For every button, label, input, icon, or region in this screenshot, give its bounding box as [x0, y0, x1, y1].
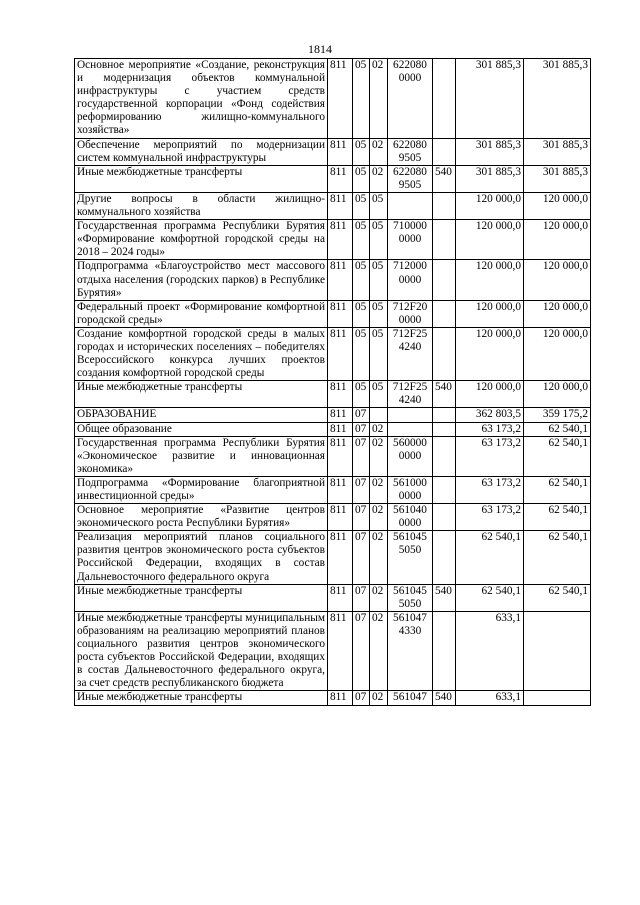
row-subsection-code: 02 [370, 691, 388, 705]
row-ministry-code: 811 [328, 422, 353, 436]
row-amount-year1: 63 173,2 [456, 422, 524, 436]
table-row [75, 165, 591, 192]
row-section-code: 05 [353, 300, 370, 327]
row-ministry-code: 811 [328, 300, 353, 327]
table-row [75, 584, 591, 611]
row-amount-year2: 120 000,0 [524, 300, 591, 327]
row-target-article: 561047 [388, 691, 433, 705]
row-name: Создание комфортной городской среды в малых городах и исторических поселениях – победителях Всероссийского конкурса лучших проектов создания комфортной городской среды [75, 327, 328, 380]
row-amount-year1: 633,1 [456, 691, 524, 705]
row-name: Иные межбюджетные трансферты [75, 165, 328, 192]
table-row [75, 260, 591, 300]
row-subsection-code: 02 [370, 504, 388, 531]
row-subsection-code: 05 [370, 381, 388, 408]
row-amount-year1: 301 885,3 [456, 165, 524, 192]
row-ministry-code: 811 [328, 611, 353, 691]
row-subsection-code: 05 [370, 220, 388, 260]
row-target-article: 560000 0000 [388, 436, 433, 476]
row-ministry-code: 811 [328, 691, 353, 705]
row-subsection-code: 05 [370, 192, 388, 219]
row-amount-year2: 120 000,0 [524, 260, 591, 300]
row-ministry-code: 811 [328, 584, 353, 611]
row-amount-year2: 301 885,3 [524, 138, 591, 165]
row-section-code: 05 [353, 192, 370, 219]
row-section-code: 07 [353, 691, 370, 705]
row-name: Подпрограмма «Благоустройство мест массового отдыха населения (городских парков) в Республике Бурятия» [75, 260, 328, 300]
row-expense-type [433, 59, 456, 139]
table-row [75, 611, 591, 691]
table-row [75, 436, 591, 476]
row-amount-year2: 62 540,1 [524, 436, 591, 476]
row-amount-year1: 301 885,3 [456, 59, 524, 139]
row-subsection-code: 05 [370, 300, 388, 327]
row-amount-year1: 62 540,1 [456, 584, 524, 611]
row-amount-year2 [524, 691, 591, 705]
row-ministry-code: 811 [328, 327, 353, 380]
budget-table [74, 58, 591, 706]
row-ministry-code: 811 [328, 59, 353, 139]
row-amount-year1: 120 000,0 [456, 300, 524, 327]
row-ministry-code: 811 [328, 165, 353, 192]
row-expense-type: 540 [433, 165, 456, 192]
row-target-article: 622080 9505 [388, 165, 433, 192]
row-amount-year1: 63 173,2 [456, 476, 524, 503]
row-section-code: 05 [353, 165, 370, 192]
table-row [75, 300, 591, 327]
row-target-article: 561040 0000 [388, 504, 433, 531]
row-amount-year1: 362 803,5 [456, 408, 524, 422]
row-amount-year1: 120 000,0 [456, 220, 524, 260]
row-amount-year1: 120 000,0 [456, 327, 524, 380]
row-expense-type: 540 [433, 381, 456, 408]
row-name: Федеральный проект «Формирование комфортной городской среды» [75, 300, 328, 327]
row-expense-type [433, 422, 456, 436]
row-target-article [388, 192, 433, 219]
row-amount-year2: 120 000,0 [524, 381, 591, 408]
row-subsection-code: 02 [370, 422, 388, 436]
row-ministry-code: 811 [328, 476, 353, 503]
table-row [75, 192, 591, 219]
row-name: Иные межбюджетные трансферты [75, 691, 328, 705]
row-subsection-code: 05 [370, 260, 388, 300]
row-amount-year2: 62 540,1 [524, 504, 591, 531]
row-name: Обеспечение мероприятий по модернизации систем коммунальной инфраструктуры [75, 138, 328, 165]
row-subsection-code: 02 [370, 59, 388, 139]
row-expense-type [433, 436, 456, 476]
row-target-article: 561047 4330 [388, 611, 433, 691]
row-name: Иные межбюджетные трансферты [75, 584, 328, 611]
page-number: 1814 [308, 42, 332, 56]
table-row [75, 138, 591, 165]
table-row [75, 408, 591, 422]
row-amount-year2: 62 540,1 [524, 584, 591, 611]
row-amount-year2: 301 885,3 [524, 165, 591, 192]
row-section-code: 07 [353, 611, 370, 691]
row-expense-type [433, 192, 456, 219]
row-amount-year1: 62 540,1 [456, 531, 524, 584]
row-section-code: 05 [353, 260, 370, 300]
row-amount-year2: 62 540,1 [524, 531, 591, 584]
row-amount-year2: 120 000,0 [524, 327, 591, 380]
row-amount-year2: 301 885,3 [524, 59, 591, 139]
row-amount-year2: 62 540,1 [524, 476, 591, 503]
table-row [75, 381, 591, 408]
row-section-code: 05 [353, 59, 370, 139]
row-ministry-code: 811 [328, 220, 353, 260]
row-amount-year1: 633,1 [456, 611, 524, 691]
row-target-article [388, 422, 433, 436]
row-expense-type [433, 504, 456, 531]
row-amount-year1: 120 000,0 [456, 260, 524, 300]
row-amount-year2: 62 540,1 [524, 422, 591, 436]
row-section-code: 07 [353, 436, 370, 476]
row-amount-year1: 63 173,2 [456, 504, 524, 531]
row-expense-type [433, 531, 456, 584]
row-target-article: 622080 9505 [388, 138, 433, 165]
row-expense-type [433, 476, 456, 503]
row-amount-year2: 359 175,2 [524, 408, 591, 422]
row-target-article: 561000 0000 [388, 476, 433, 503]
row-expense-type [433, 408, 456, 422]
row-ministry-code: 811 [328, 138, 353, 165]
row-name: Основное мероприятие «Развитие центров экономического роста Республики Бурятия» [75, 504, 328, 531]
row-target-article: 622080 0000 [388, 59, 433, 139]
row-section-code: 07 [353, 476, 370, 503]
row-amount-year2: 120 000,0 [524, 192, 591, 219]
row-ministry-code: 811 [328, 531, 353, 584]
row-ministry-code: 811 [328, 192, 353, 219]
row-name: Другие вопросы в области жилищно-коммунального хозяйства [75, 192, 328, 219]
row-name: Государственная программа Республики Бурятия «Экономическое развитие и инновационная экономика» [75, 436, 328, 476]
row-ministry-code: 811 [328, 381, 353, 408]
row-ministry-code: 811 [328, 436, 353, 476]
row-expense-type [433, 611, 456, 691]
row-ministry-code: 811 [328, 504, 353, 531]
row-ministry-code: 811 [328, 408, 353, 422]
row-amount-year1: 120 000,0 [456, 192, 524, 219]
row-target-article: 712000 0000 [388, 260, 433, 300]
row-subsection-code: 02 [370, 531, 388, 584]
row-section-code: 05 [353, 138, 370, 165]
row-target-article: 710000 0000 [388, 220, 433, 260]
row-subsection-code [370, 408, 388, 422]
row-expense-type: 540 [433, 584, 456, 611]
row-subsection-code: 02 [370, 138, 388, 165]
table-row [75, 691, 591, 705]
row-expense-type [433, 327, 456, 380]
row-expense-type [433, 220, 456, 260]
table-row [75, 59, 591, 139]
table-row [75, 220, 591, 260]
row-section-code: 05 [353, 381, 370, 408]
row-expense-type [433, 300, 456, 327]
row-subsection-code: 02 [370, 476, 388, 503]
row-target-article: 712F25 4240 [388, 381, 433, 408]
row-amount-year2: 120 000,0 [524, 220, 591, 260]
row-name: Основное мероприятие «Создание, реконструкция и модернизация объектов коммунальной инфраструктуры с участием средств государственной корпорации «Фонд содействия реформированию жилищно-коммунального хозяйства» [75, 59, 328, 139]
table-row [75, 531, 591, 584]
table-row [75, 327, 591, 380]
row-ministry-code: 811 [328, 260, 353, 300]
row-name: Общее образование [75, 422, 328, 436]
row-amount-year2 [524, 611, 591, 691]
row-target-article: 561045 5050 [388, 584, 433, 611]
row-subsection-code: 02 [370, 165, 388, 192]
row-section-code: 05 [353, 220, 370, 260]
row-section-code: 07 [353, 584, 370, 611]
table-row [75, 476, 591, 503]
row-section-code: 07 [353, 504, 370, 531]
row-target-article: 561045 5050 [388, 531, 433, 584]
row-section-code: 05 [353, 327, 370, 380]
row-name: ОБРАЗОВАНИЕ [75, 408, 328, 422]
row-target-article [388, 408, 433, 422]
row-target-article: 712F20 0000 [388, 300, 433, 327]
row-amount-year1: 63 173,2 [456, 436, 524, 476]
row-section-code: 07 [353, 408, 370, 422]
row-subsection-code: 02 [370, 611, 388, 691]
row-name: Реализация мероприятий планов социального развития центров экономического роста субъектов Российской Федерации, входящих в состав Дальневосточного федерального округа [75, 531, 328, 584]
row-expense-type [433, 138, 456, 165]
row-name: Иные межбюджетные трансферты муниципальным образованиям на реализацию мероприятий планов социального развития центров экономического роста субъектов Российской Федерации, входящих в состав Дальневосточного федерального округа, за счет средств республиканского бюджета [75, 611, 328, 691]
table-row [75, 504, 591, 531]
row-name: Иные межбюджетные трансферты [75, 381, 328, 408]
row-expense-type: 540 [433, 691, 456, 705]
row-subsection-code: 05 [370, 327, 388, 380]
row-name: Подпрограмма «Формирование благоприятной инвестиционной среды» [75, 476, 328, 503]
row-section-code: 07 [353, 531, 370, 584]
row-subsection-code: 02 [370, 436, 388, 476]
row-amount-year1: 120 000,0 [456, 381, 524, 408]
row-subsection-code: 02 [370, 584, 388, 611]
row-target-article: 712F25 4240 [388, 327, 433, 380]
row-amount-year1: 301 885,3 [456, 138, 524, 165]
row-section-code: 07 [353, 422, 370, 436]
row-name: Государственная программа Республики Бурятия «Формирование комфортной городской среды на 2018 – 2024 годы» [75, 220, 328, 260]
table-row [75, 422, 591, 436]
row-expense-type [433, 260, 456, 300]
